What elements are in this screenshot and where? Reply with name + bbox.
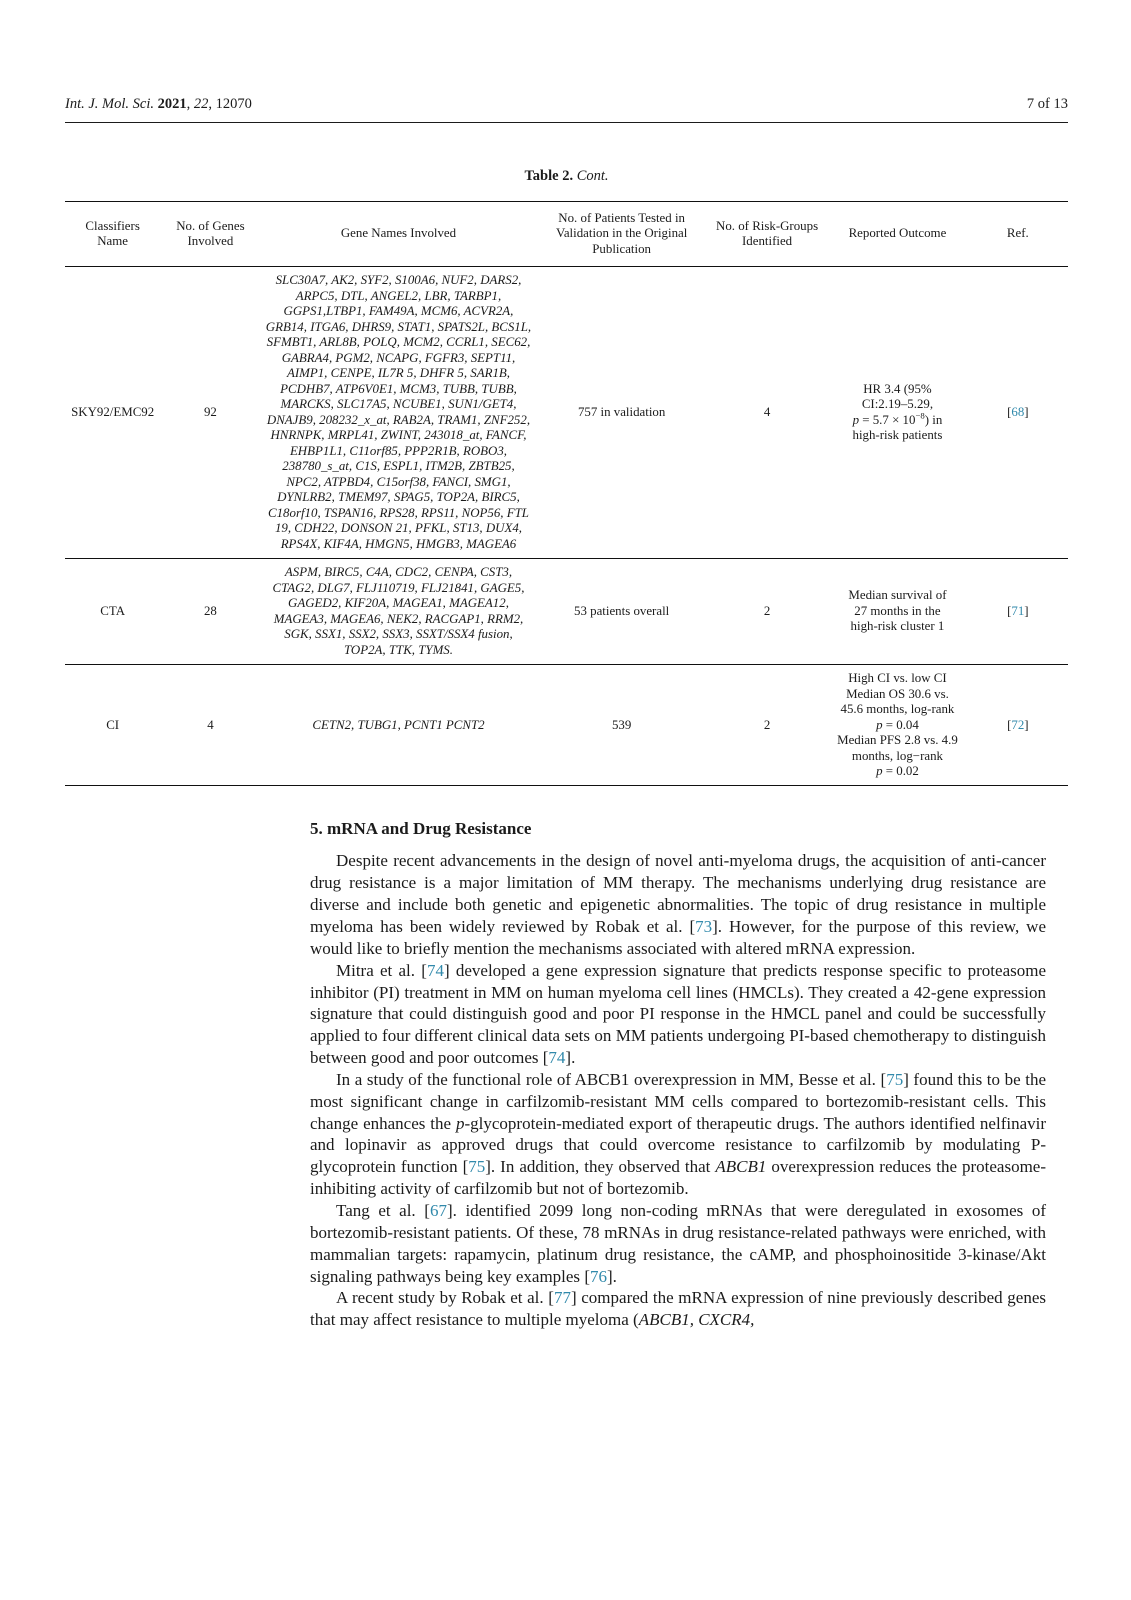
paragraph: Despite recent advancements in the design of novel anti-myeloma drugs, the acquisition of anti-cancer drug resistance is a major limitation of MM therapy. The mechanisms underlying drug resistance are diverse and include both genetic and epigenetic abnormalities. The topic of drug resistance in multiple myeloma has been widely reviewed by Robak et al. [73]. However, for the purpose of this review, we would like to briefly mention the mechanisms associated with altered mRNA expression. (310, 851, 1047, 958)
genes-count-cell: 92 (160, 267, 260, 559)
citation-ref[interactable]: 77 (553, 1288, 571, 1308)
italic-text: p (852, 412, 860, 427)
column-header: Classifiers Name (65, 202, 160, 267)
section-body (310, 819, 1046, 1331)
classifiers-table (65, 201, 1068, 786)
genes-count-cell: 4 (207, 717, 214, 732)
reported-outcome-cell (827, 559, 967, 665)
classifier-name-cell: CI (106, 717, 120, 732)
citation-ref[interactable]: 74 (426, 960, 444, 980)
italic-text: Cont. (576, 168, 609, 184)
italic-text: p (456, 1113, 465, 1133)
reported-outcome-cell (827, 665, 967, 786)
section-heading: 5. mRNA and Drug Resistance (310, 819, 532, 839)
outcome-line: CI:2.19–5.29, (861, 397, 934, 412)
paragraph: Tang et al. [67]. identified 2099 long non-coding mRNAs that were deregulated in exosomes of bortezomib-resistant patients. Of these, 78 mRNAs in drug resistance-related pathways were enriched, with mammalian targets: rapamycin, platinum drug resistance, the cAMP, and phosphoinositide 3-kinase/Akt signaling pathways being key examples [76]. (310, 1200, 1046, 1286)
journal-volume: 22 (193, 96, 209, 112)
outcome-line: 45.6 months, log-rank (840, 702, 955, 717)
outcome-line: HR 3.4 (95% (863, 381, 932, 396)
paragraph: In a study of the functional role of ABCB1 overexpression in MM, Besse et al. [75] found this to be the most significant change in carfilzomib-resistant MM cells compared to bortezomib-resistant cells. This change enhances the p-glycoprotein-mediated export of therapeutic drugs. The authors identified nelfinavir and lopinavir as approved drugs that could overcome resistance to carfilzomib by modulating P-glycoprotein function [75]. In addition, they observed that ABCB1 overexpression reduces the proteasome-inhibiting activity of carfilzomib but not of bortezomib. (310, 1069, 1047, 1199)
reported-outcome-cell (827, 267, 967, 559)
running-head (65, 0, 1068, 123)
table-row (65, 665, 1068, 786)
outcome-line: 27 months in the (854, 603, 941, 618)
citation-ref[interactable]: 76 (589, 1266, 607, 1286)
column-header: Reported Outcome (827, 202, 967, 267)
genes-count-cell: 28 (160, 559, 260, 665)
italic-text: p (876, 763, 883, 778)
column-header: No. of Risk-Groups Identified (707, 202, 827, 267)
outcome-line: months, log−rank (851, 748, 943, 763)
paragraph: Mitra et al. [74] developed a gene expression signature that predicts response specific to proteasome inhibitor (PI) treatment in MM on human myeloma cell lines (HMCLs). They created a 42-gene expression signature that could distinguish good and poor PI response in the HMCL panel and could be successfully applied to four different clinical data sets on MM patients undergoing PI-based chemotherapy to distinguish between good and poor outcomes [74]. (310, 960, 1046, 1068)
outcome-line: High CI vs. low CI (848, 671, 947, 686)
column-header: Gene Names Involved (261, 202, 537, 267)
classifier-name-cell: CTA (65, 559, 160, 665)
risk-groups-cell: 2 (707, 559, 827, 665)
outcome-line: high-risk patients (852, 428, 943, 443)
patients-cell: 757 in validation (536, 267, 707, 559)
citation-ref[interactable]: 71 (1011, 603, 1025, 618)
journal-article-no: , 12070 (208, 96, 252, 112)
citation-ref[interactable]: 67 (429, 1200, 447, 1220)
patients-cell: 539 (611, 717, 632, 732)
paragraph: A recent study by Robak et al. [77] compared the mRNA expression of nine previously described genes that may affect resistance to multiple myeloma (ABCB1, CXCR4, (310, 1288, 1046, 1330)
table-caption (65, 168, 1068, 185)
ref-cell: [68] (968, 267, 1068, 559)
page-number: 7 of 13 (1026, 96, 1068, 112)
citation-ref[interactable]: 73 (695, 917, 713, 936)
patients-cell: 53 patients overall (536, 559, 707, 665)
citation-ref[interactable]: 72 (1011, 717, 1025, 732)
gene-names-cell: ASPM, BIRC5, C4A, CDC2, CENPA, CST3, CTAG2, DLG7, FLJ110719, FLJ21841, GAGE5, GAGED2, KIF20A, MAGEA1, MAGEA12, MAGEA3, MAGEA6, NEK2, RACGAP1, RRM2, SGK, SSX1, SSX2, SSX3, SSXT/SSX4 fusion, TOP2A, TTK, TYMS. (261, 559, 537, 665)
column-header: No. of Patients Tested in Validation in the Original Publication (536, 202, 707, 267)
table-row (65, 267, 1068, 559)
paragraphs-container (310, 850, 1046, 1331)
journal-name: Int. J. Mol. Sci. (65, 96, 154, 112)
outcome-line: p = 0.04 (876, 717, 919, 732)
risk-groups-cell: 4 (707, 267, 827, 559)
outcome-line: high-risk cluster 1 (850, 619, 945, 634)
outcome-line: Median PFS 2.8 vs. 4.9 (837, 733, 958, 748)
citation-ref[interactable]: 68 (1011, 405, 1025, 420)
italic-text: ABCB1, CXCR4, (638, 1310, 755, 1330)
outcome-line: $p = 5.7 \times 10^{-8}$) in (852, 410, 943, 427)
citation-ref[interactable]: 75 (468, 1157, 486, 1177)
column-header: No. of Genes Involved (160, 202, 260, 267)
ref-cell: [72] (1007, 717, 1029, 732)
bold-text: Table 2. (524, 168, 577, 184)
italic-text: p (876, 717, 883, 732)
classifier-name-cell: SKY92/EMC92 (65, 267, 160, 559)
table-header (65, 202, 1068, 267)
journal-citation: Int. J. Mol. Sci. 2021, 22, 12070 (65, 96, 252, 112)
journal-year: 2021 (157, 96, 187, 112)
outcome-line: p = 0.02 (876, 763, 919, 778)
ref-cell: [71] (968, 559, 1068, 665)
citation-ref[interactable]: 74 (548, 1048, 566, 1068)
outcome-line: Median OS 30.6 vs. (846, 686, 949, 701)
column-header: Ref. (968, 202, 1068, 267)
risk-groups-cell: 2 (763, 717, 771, 732)
superscript-text: −8 (915, 410, 925, 421)
citation-ref[interactable]: 75 (886, 1069, 904, 1089)
outcome-line: Median survival of (848, 588, 947, 603)
italic-text: ABCB1 (715, 1157, 767, 1177)
table-row (65, 559, 1068, 665)
gene-names-cell: SLC30A7, AK2, SYF2, S100A6, NUF2, DARS2, ARPC5, DTL, ANGEL2, LBR, TARBP1, GGPS1,LTBP1, FAM49A, MCM6, ACVR2A, GRB14, ITGA6, DHRS9, STAT1, SPATS2L, BCS1L, SFMBT1, ARL8B, POLQ, MCM2, CCRL1, SEC62, GABRA4, PGM2, NCAPG, FGFR3, SEPT11, AIMP1, CENPE, IL7R 5, DHFR 5, SAR1B, PCDHB7, ATP6V0E1, MCM3, TUBB, TUBB, MARCKS, SLC17A5, NCUBE1, SUN1/GET4, DNAJB9, 208232_x_at, RAB2A, TRAM1, ZNF252, HNRNPK, MRPL41, ZWINT, 243018_at, FANCF, EHBP1L1, C11orf85, PPP2R1B, ROBO3, 238780_s_at, C1S, ESPL1, ITM2B, ZBTB25, NPC2, ATPBD4, C15orf38, FANCI, SMG1, DYNLRB2, TMEM97, SPAG5, TOP2A, BIRC5, C18orf10, TSPAN16, RPS28, RPS11, NOP56, FTL 19, CDH22, DONSON 21, PFKL, ST13, DUX4, RPS4X, KIF4A, HMGN5, HMGB3, MAGEA6 (261, 267, 537, 559)
gene-names-cell: CETN2, TUBG1, PCNT1 PCNT2 (312, 717, 485, 732)
